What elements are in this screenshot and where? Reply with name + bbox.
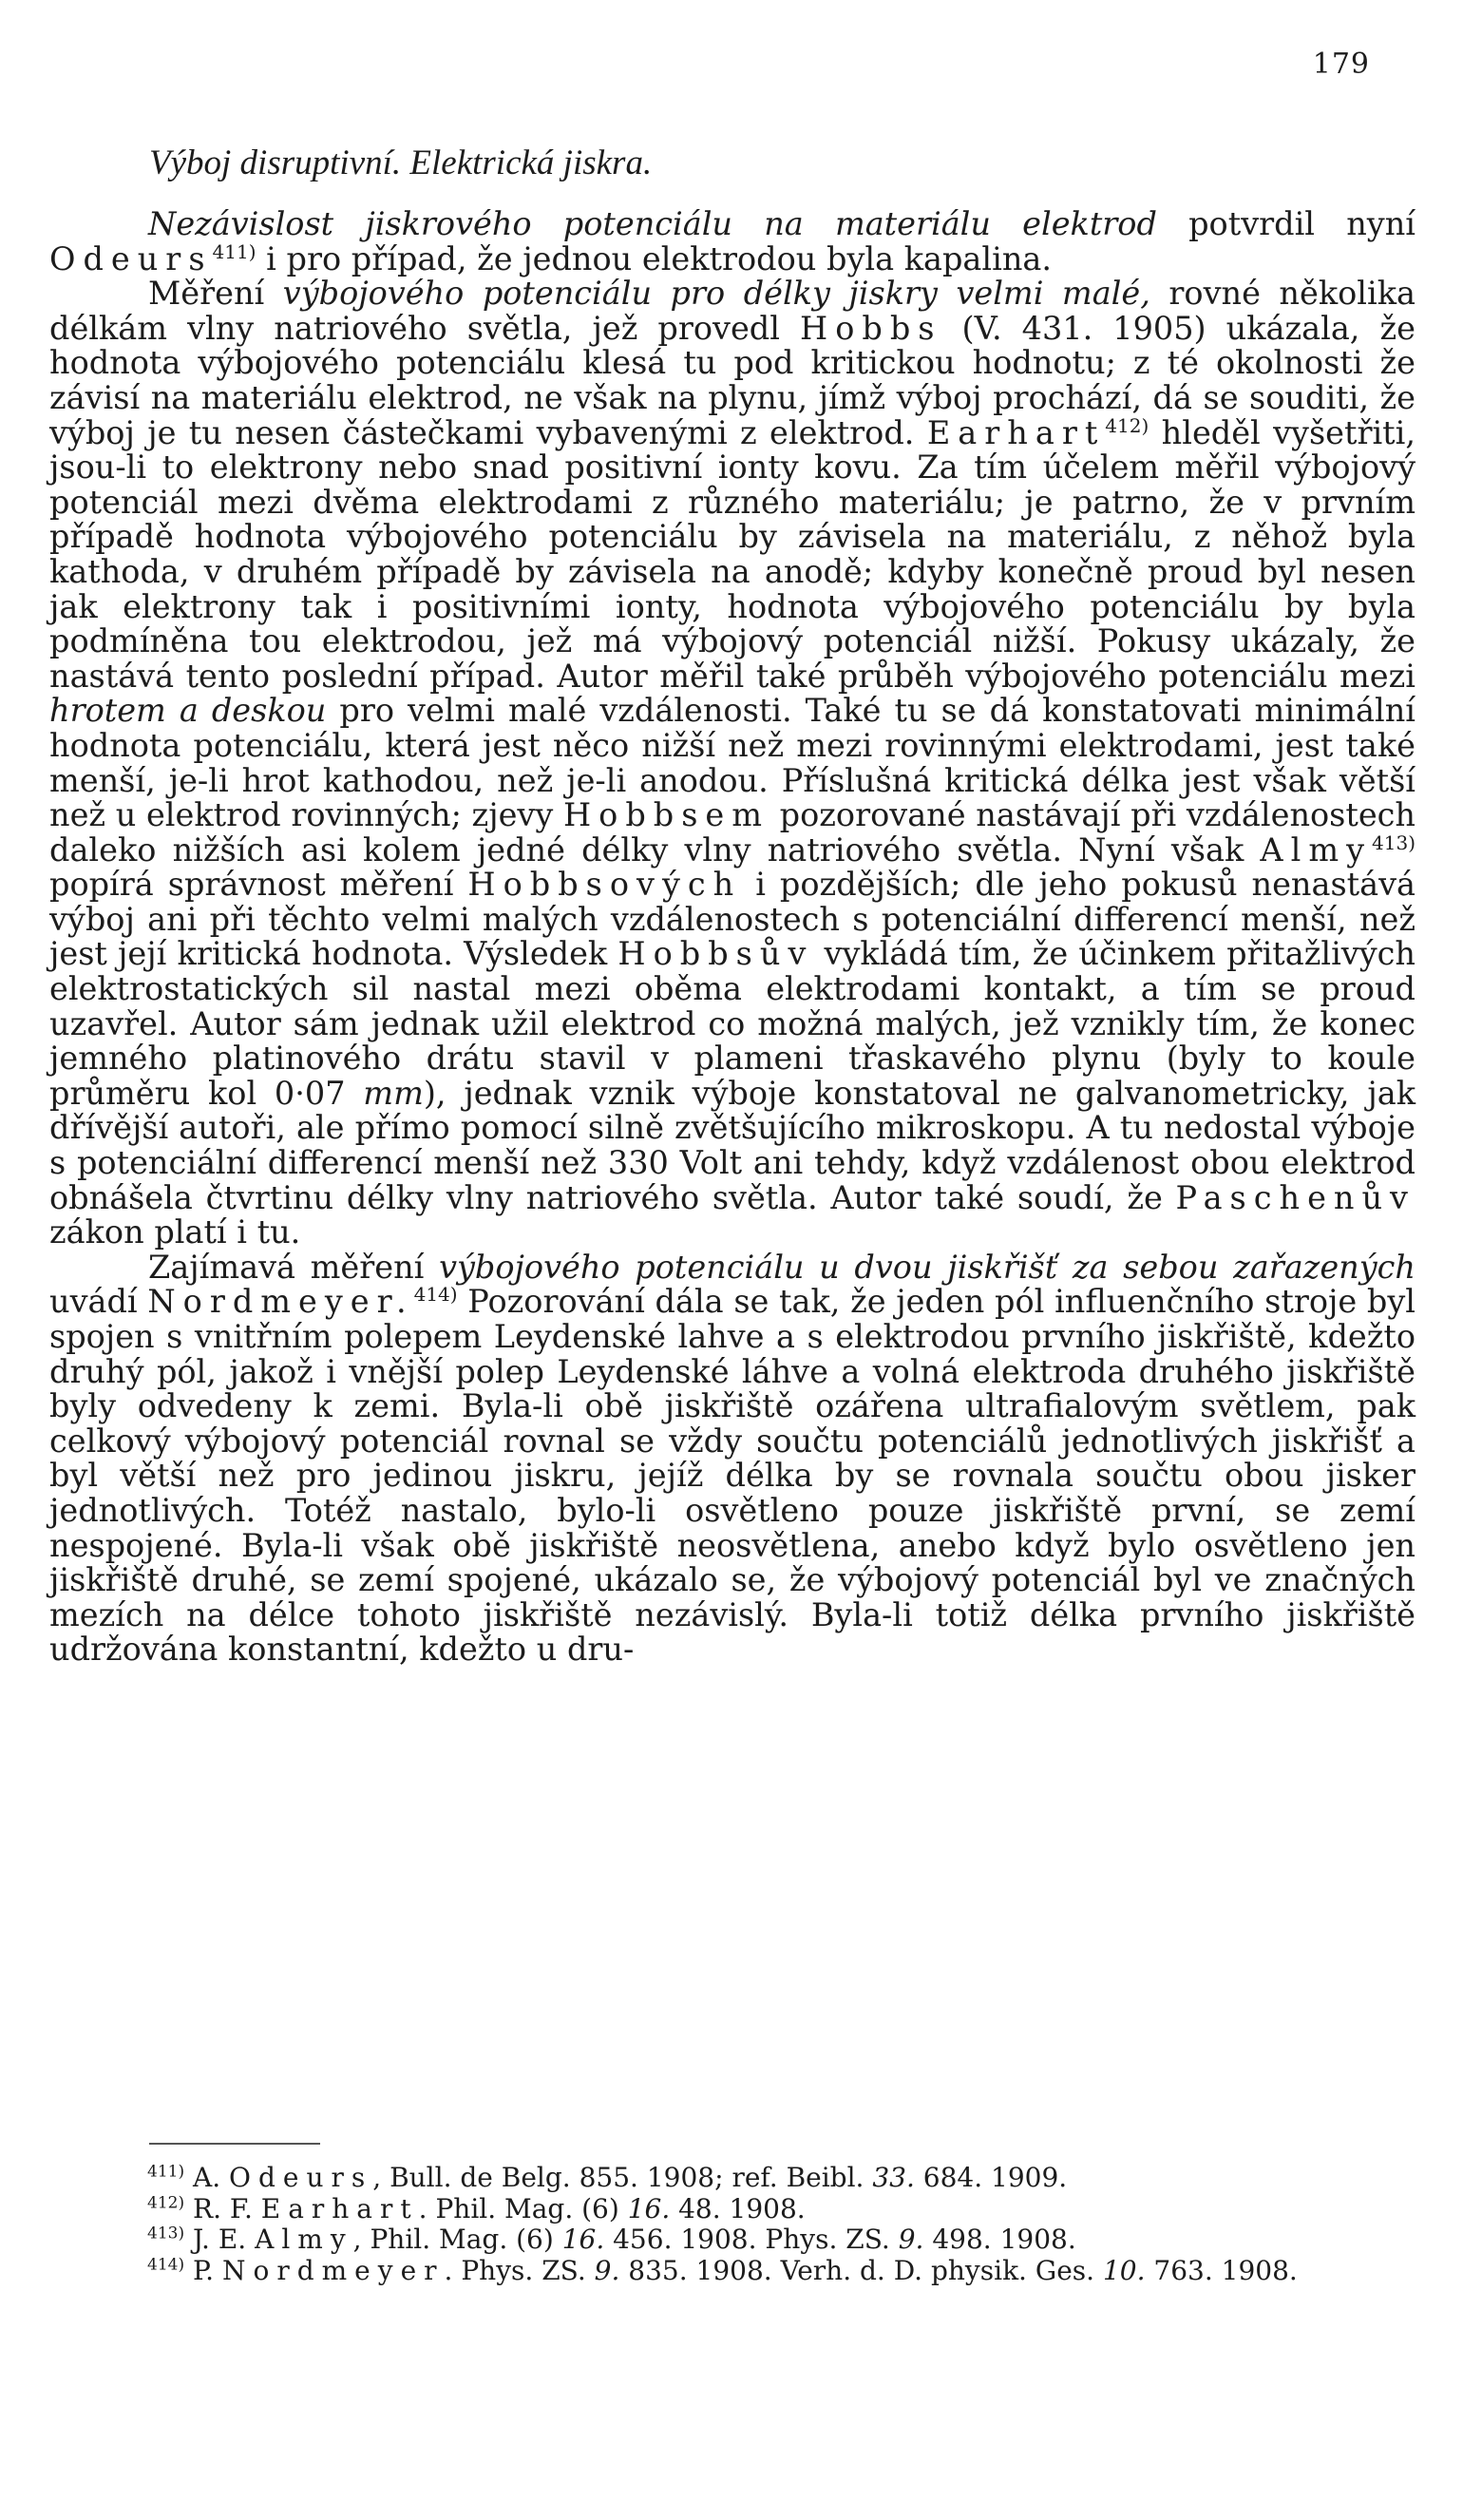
text-run: 10. [1102,2254,1146,2286]
text-run: , Bull. de Belg. 855. 1908; ref. Beibl. [372,2162,873,2193]
author-name: Nordmeyer. [147,1283,414,1321]
text-run: P. [184,2254,222,2286]
footnote-divider [149,2143,320,2145]
footnote-414 [49,2256,1416,2287]
footnote-ref: 414) [147,2255,185,2275]
footnote-ref: 412) [1105,413,1150,437]
footnote-ref: 413) [147,2224,185,2243]
text-run: 9. [594,2254,620,2286]
text-run: zákon platí i tu. [49,1213,301,1251]
author-name: Paschenův [1175,1178,1416,1216]
author-name: Nordmeyer [221,2254,445,2286]
text-run: . Phys. ZS. [444,2254,595,2286]
text-run: hleděl vyšetřiti, jsou-li to elektrony nebo snad positivní ionty kovu. Za tím účelem měřil výbojový potenciál mezi dvěma elektrodami z různého materiálu; je patrno, že v prvním případě hodnota výbojového potenciálu by závisela na materiálu, z něhož byla kathoda, v druhém případě by závisela na anodě; kdyby konečně proud byl nesen jak elektrony tak i positivními ionty, hodnota výbojového potenciálu by byla podmíněna tou elektrodou, jež má výbojový potenciál nižší. Pokusy ukázaly, že nastává tento poslední případ. Autor měřil také průběh výbojového potenciálu mezi [49,413,1416,695]
author-name: Odeurs [229,2162,373,2193]
text-run: 48. 1908. [670,2192,806,2224]
text-run: 16. [627,2192,671,2224]
text-run: 16. [561,2224,605,2255]
author-name: Hobbsův [618,935,814,973]
text-run: hrotem a deskou [49,692,327,730]
author-name: Earhart [926,413,1106,451]
author-name: Hobbsových [467,866,742,904]
text-run: popírá správnost měření [49,866,468,904]
text-run: pozorované nastávají při vzdálenostech daleko nižších asi kolem jedné délky vlny natriového světla. Nyní však [49,796,1416,869]
text-run: i pro případ, že jednou elektrodou byla kapalina. [256,239,1053,277]
body-text [49,207,1416,1668]
text-run: výbojového potenciálu pro délky jiskry velmi malé, [282,275,1150,313]
text-run: , Phil. Mag. (6) [352,2224,562,2255]
footnote-ref: 414) [413,1283,458,1307]
author-name: Hobbs [800,309,942,347]
footnotes [49,2163,1416,2286]
text-run: 763. 1908. [1145,2254,1298,2286]
page-number: 179 [1312,48,1370,81]
text-run: rovné několika délkám vlny natriového světla, jež provedl [49,275,1416,347]
text-run: vykládá tím, že účinkem přitažlivých elektrostatických sil nastal mezi oběma elektrodami kontakt, a tím se proud uzavřel. Autor sám jednak užil elektrod co možná malých, jež vznikly tím, že konec jemného platinového drátu stavil v plameni třaskavého plynu (byly to koule průměru kol 0·07 [49,935,1416,1112]
text-run: A. [184,2162,230,2193]
text-run: 9. [898,2224,924,2255]
text-run: ), jednak vznik výboje konstatoval ne galvanometricky, jak dřívější autoři, ale přímo pomocí silně zvětšujícího mikroskopu. A tu nedostal výboje s potenciální differencí menší než 330 Volt ani tehdy, když vzdálenost obou elektrod obnášela čtvrtinu délky vlny natriového světla. Autor také soudí, že [49,1074,1416,1216]
text-run: . Phil. Mag. (6) [418,2192,628,2224]
text-run: 835. 1908. Verh. d. D. physik. Ges. [619,2254,1103,2286]
paragraph [49,1250,1416,1668]
footnote-ref: 411) [147,2162,185,2182]
text-run: uvádí [49,1283,148,1321]
text-run: pro velmi malé vzdálenosti. Také tu se dá konstatovati minimální hodnota potenciálu, která jest něco nižší než mezi rovinnými elektrodami, jest také menší, je-li hrot kathodou, než je-li anodou. Příslušná kritická délka jest však větší než u elektrod rovinných; zjevy [49,692,1416,834]
text-run: mm [363,1074,424,1112]
author-name: Hobbsem [562,796,770,834]
text-run: Měření [148,275,283,313]
footnote-ref: 413) [1372,830,1416,854]
footnote-411 [49,2163,1416,2194]
author-name: Earhart [260,2192,419,2224]
text-run: i pozdějších; dle jeho pokusů nenastává výboj ani při těchto velmi malých vzdálenostech s potenciální differencí menší, než jest její kritická hodnota. Výsledek [49,866,1416,973]
paragraph [49,207,1416,277]
text-run: R. F. [184,2192,261,2224]
text-run: Zajímavá měření [148,1248,440,1286]
text-run: 498. 1908. [923,2224,1076,2255]
footnote-413 [49,2224,1416,2256]
text-run: 684. 1909. [914,2162,1068,2193]
text-run: Nezávislost jiskrového potenciálu na materiálu elektrod [148,205,1157,242]
footnote-ref: 411) [212,239,256,263]
text-run: J. E. [184,2224,256,2255]
section-heading: Výboj disruptivní. Elektrická jiskra. [149,143,653,182]
text-run: 33. [872,2162,915,2193]
author-name: Almy [1260,830,1373,869]
text-run: (V. 431. 1905) ukázala, že hodnota výbojového potenciálu klesá tu pod kritickou hodnotu; z té okolnosti že závisí na materiálu elektrod, ne však na plynu, jímž výboj prochází, dá se souditi, že výboj je tu nesen částečkami vybavenými z elektrod. [49,309,1416,451]
footnote-412 [49,2194,1416,2225]
author-name: Odeurs [49,239,213,277]
paragraph [49,277,1416,1250]
text-run: 456. 1908. Phys. ZS. [604,2224,899,2255]
text-run: Pozorování dála se tak, že jeden pól influenčního stroje byl spojen s vnitřním polepem Leydenské lahve a s elektrodou prvního jiskřiště, kdežto druhý pól, jakož i vnější polep Leydenské láhve a volná elektroda druhého jiskřiště byly odvedeny k zemi. Byla-li obě jiskřiště ozářena ultrafialovým světlem, pak celkový výbojový potenciál rovnal se vždy součtu potenciálů jednotlivých jiskřišť a byl větší než pro jedinou jiskru, jejíž délka by se rovnala součtu obou jisker jednotlivých. Totéž nastalo, bylo-li osvětleno pouze jiskřiště první, se zemí nespojené. Byla-li však obě jiskřiště neosvětlena, anebo když bylo osvětleno jen jiskřiště druhé, se zemí spojené, ukázalo se, že výbojový potenciál byl ve značných mezích na délce tohoto jiskřiště nezávislý. Byla-li totiž délka prvního jiskřiště udržována konstantní, kdežto u dru- [49,1283,1416,1669]
footnote-ref: 412) [147,2193,185,2213]
text-run: výbojového potenciálu u dvou jiskřišť za sebou zařazených [439,1248,1416,1286]
text-run: potvrdil nyní [1156,205,1416,242]
author-name: Almy [255,2224,353,2255]
